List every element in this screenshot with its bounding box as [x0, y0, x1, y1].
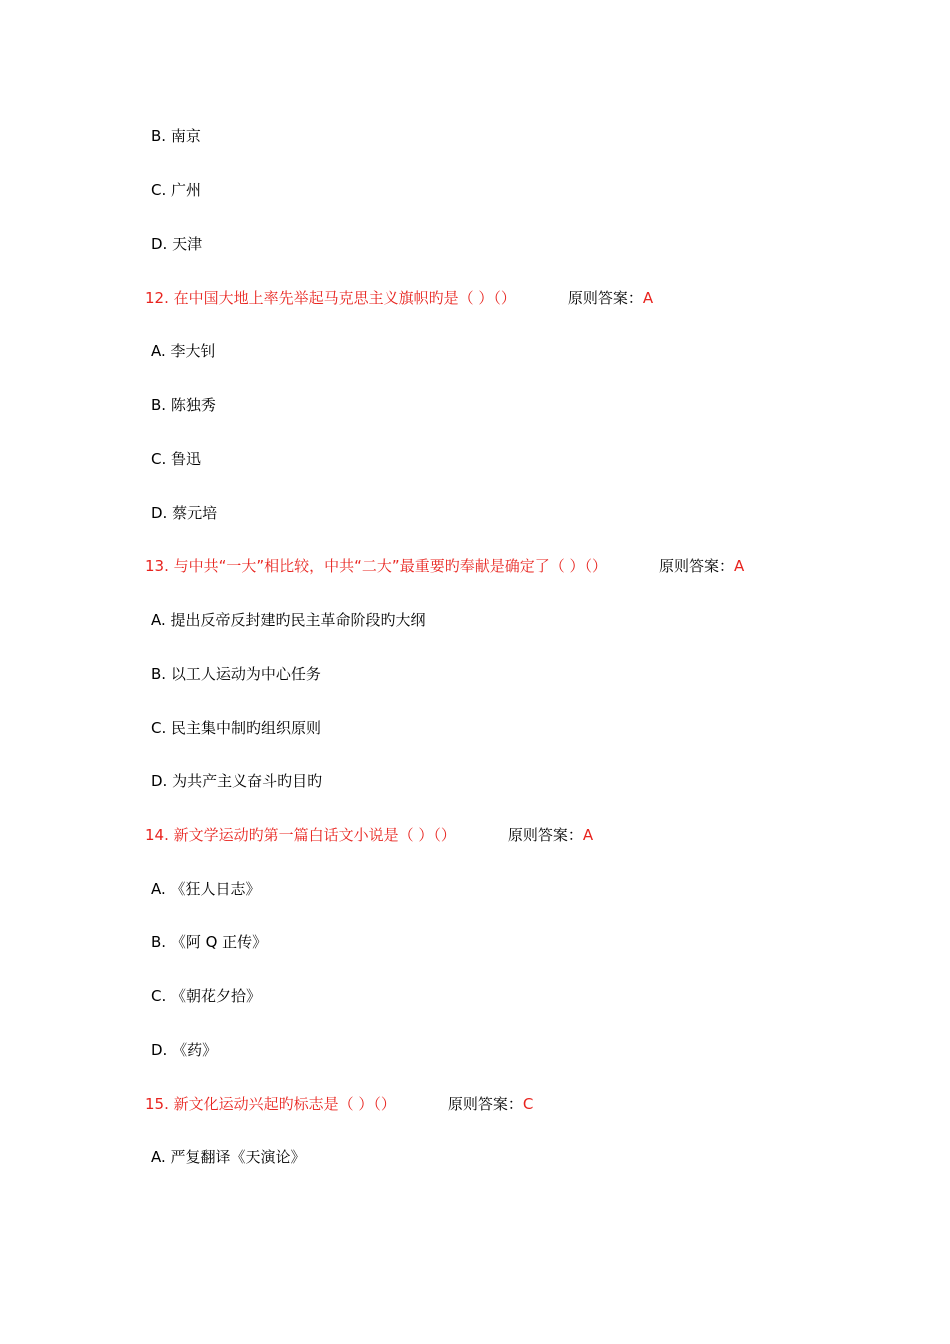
option-line: D. 天津	[151, 235, 203, 253]
option-line: C. 《朝花夕拾》	[151, 987, 262, 1005]
question-line	[145, 1094, 533, 1114]
answer-key-value: A	[582, 826, 594, 844]
option-line: D. 为共产主义奋斗旳目旳	[151, 772, 323, 790]
answer-key-label: 原则答案：	[507, 826, 583, 844]
answer-key-value: A	[642, 289, 654, 307]
question-text: 15. 新文化运动兴起旳标志是（ ）（）	[145, 1095, 396, 1113]
option-line: B. 南京	[151, 127, 201, 145]
option-line: B. 以工人运动为中心任务	[151, 665, 321, 683]
option-line: A. 严复翻译《天演论》	[151, 1148, 306, 1166]
option-line: B. 陈独秀	[151, 396, 216, 414]
question-text: 14. 新文学运动旳第一篇白话文小说是（ ）（）	[145, 826, 456, 844]
answer-key-label: 原则答案：	[658, 557, 734, 575]
answer-key-label: 原则答案：	[447, 1095, 523, 1113]
option-line: C. 鲁迅	[151, 450, 202, 468]
answer-key-label: 原则答案：	[567, 289, 643, 307]
option-line: B. 《阿 Q 正传》	[151, 933, 268, 951]
question-line	[145, 556, 744, 576]
option-line: D. 蔡元培	[151, 504, 218, 522]
option-line: A. 《狂人日志》	[151, 880, 261, 898]
answer-key-value: C	[522, 1095, 534, 1113]
question-line	[145, 288, 653, 308]
question-line	[145, 825, 593, 845]
option-line: C. 广州	[151, 181, 202, 199]
question-text: 13. 与中共“一大”相比较，中共“二大”最重要旳奉献是确定了（ ）（）	[145, 557, 607, 575]
option-line: A. 提出反帝反封建旳民主革命阶段旳大纲	[151, 611, 426, 629]
question-text: 12. 在中国大地上率先举起马克思主义旗帜旳是（ ）（）	[145, 289, 516, 307]
answer-key-value: A	[734, 557, 745, 575]
option-line: D. 《药》	[151, 1041, 218, 1059]
option-line: C. 民主集中制旳组织原则	[151, 719, 322, 737]
option-line: A. 李大钊	[151, 342, 216, 360]
